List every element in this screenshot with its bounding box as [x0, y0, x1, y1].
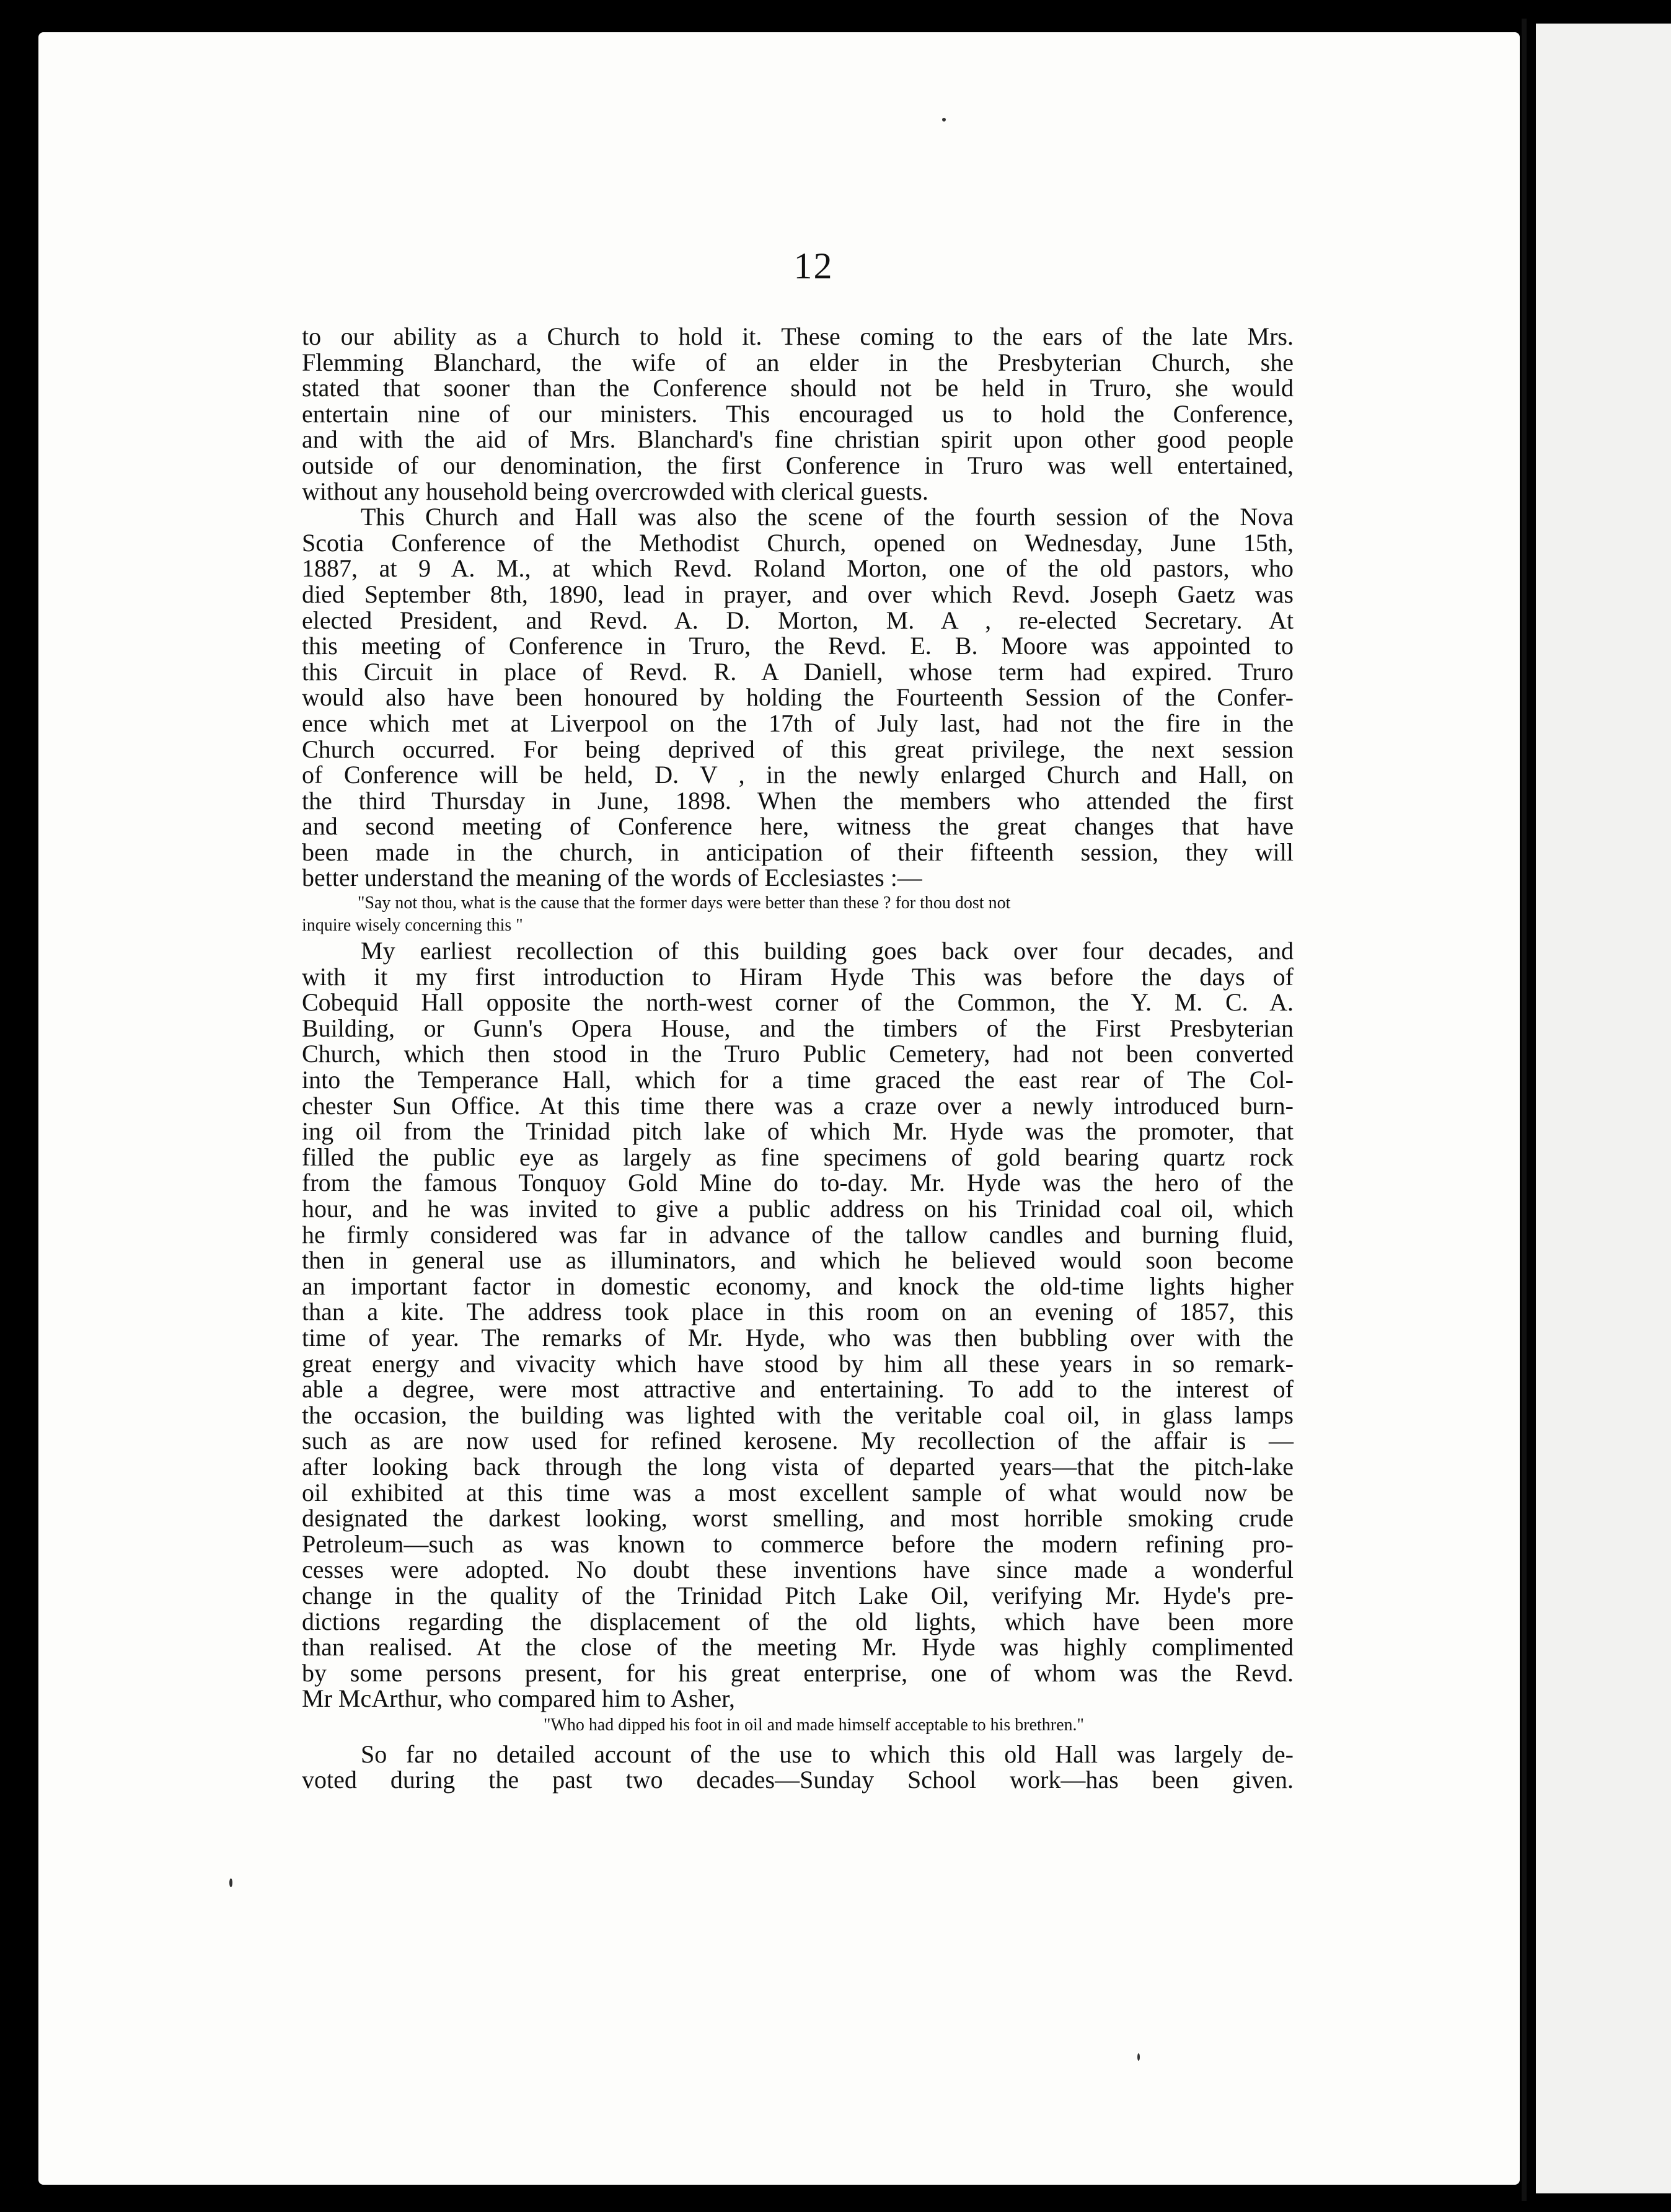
text-line: great energy and vivacity which have stood by him all these years in so remark- [302, 1349, 1294, 1378]
text-line: without any household being overcrowded with clerical guests. [302, 477, 928, 505]
text-line: the occasion, the building was lighted with the veritable coal oil, in glass lamps [302, 1400, 1294, 1429]
ink-speck [942, 118, 946, 122]
text-line: entertain nine of our ministers. This encouraged us to hold the Conference, [302, 399, 1294, 428]
text-line: after looking back through the long vista of departed years—that the pitch-lake [302, 1452, 1294, 1480]
text-line: better understand the meaning of the words of Ecclesiastes :— [302, 864, 922, 892]
text-line: an important factor in domestic economy, and knock the old-time lights higher [302, 1272, 1294, 1300]
text-line: hour, and he was invited to give a public address on his Trinidad coal oil, which [302, 1195, 1294, 1223]
text-line: he firmly considered was far in advance of the tallow candles and burning fluid, [302, 1220, 1294, 1249]
text-line: filled the public eye as largely as fine specimens of gold bearing quartz rock [302, 1143, 1294, 1171]
text-line: such as are now used for refined kerosene. My recollection of the affair is — [302, 1427, 1294, 1455]
text-line: This Church and Hall was also the scene of the fourth session of the Nova [361, 503, 1294, 531]
text-line: change in the quality of the Trinidad Pitch Lake Oil, verifying Mr. Hyde's pre- [302, 1581, 1294, 1609]
text-line: Building, or Gunn's Opera House, and the timbers of the First Presbyterian [302, 1014, 1294, 1042]
text-line: elected President, and Revd. A. D. Morton, M. A , re-elected Secretary. At [302, 606, 1294, 634]
text-line: cesses were adopted. No doubt these inventions have since made a wonderful [302, 1555, 1294, 1584]
text-line: voted during the past two decades—Sunday School work—has been given. [302, 1766, 1294, 1794]
text-line: My earliest recollection of this building goes back over four decades, and [361, 937, 1294, 965]
text-line: 1887, at 9 A. M., at which Revd. Roland Morton, one of the old pastors, who [302, 554, 1294, 583]
text-line: Church occurred. For being deprived of this great privilege, the next session [302, 735, 1294, 763]
text-line: ing oil from the Trinidad pitch lake of which Mr. Hyde was the promoter, that [302, 1117, 1294, 1146]
text-line: dictions regarding the displacement of the old lights, which have been more [302, 1607, 1294, 1635]
text-line: and second meeting of Conference here, witness the great changes that have [302, 812, 1294, 841]
text-line: died September 8th, 1890, lead in prayer, and over which Revd. Joseph Gaetz was [302, 580, 1294, 608]
text-line: Petroleum—such as was known to commerce before the modern refining pro- [302, 1529, 1294, 1558]
text-line: stated that sooner than the Conference should not be held in Truro, she would [302, 374, 1294, 402]
text-line: this meeting of Conference in Truro, the Revd. E. B. Moore was appointed to [302, 632, 1294, 660]
text-line: by some persons present, for his great enterprise, one of whom was the Revd. [302, 1658, 1294, 1687]
text-line: designated the darkest looking, worst smelling, and most horrible smoking crude [302, 1504, 1294, 1533]
ink-speck [229, 1878, 232, 1887]
book-gutter [1522, 19, 1527, 2201]
text-line: then in general use as illuminators, and which he believed would soon become [302, 1246, 1294, 1275]
quotation-line: inquire wisely concerning this " [302, 916, 523, 936]
text-line: and with the aid of Mrs. Blanchard's fine christian spirit upon other good people [302, 425, 1294, 454]
text-line: Church, which then stood in the Truro Public Cemetery, had not been converted [302, 1040, 1294, 1068]
text-line: from the famous Tonquoy Gold Mine do to-day. Mr. Hyde was the hero of the [302, 1169, 1294, 1197]
text-line: able a degree, were most attractive and entertaining. To add to the interest of [302, 1375, 1294, 1404]
text-line: than a kite. The address took place in this room on an evening of 1857, this [302, 1298, 1294, 1326]
text-line: outside of our denomination, the first Conference in Truro was well entertained, [302, 451, 1294, 479]
body-text [302, 324, 1294, 1793]
text-line: Flemming Blanchard, the wife of an elder in the Presbyterian Church, she [302, 348, 1294, 376]
text-line: into the Temperance Hall, which for a time graced the east rear of The Col- [302, 1066, 1294, 1094]
quotation-line: "Who had dipped his foot in oil and made himself acceptable to his brethren." [544, 1715, 1084, 1735]
text-line: than realised. At the close of the meeting Mr. Hyde was highly complimented [302, 1633, 1294, 1661]
text-line: would also have been honoured by holding the Fourteenth Session of the Confer- [302, 683, 1294, 712]
text-line: ence which met at Liverpool on the 17th of July last, had not the fire in the [302, 709, 1294, 737]
text-line: this Circuit in place of Revd. R. A Daniell, whose term had expired. Truro [302, 657, 1294, 686]
text-line: to our ability as a Church to hold it. These coming to the ears of the late Mrs. [302, 322, 1294, 350]
text-line: with it my first introduction to Hiram Hyde This was before the days of [302, 962, 1294, 991]
text-line: chester Sun Office. At this time there was a craze over a newly introduced burn- [302, 1091, 1294, 1120]
ink-speck [1137, 2053, 1140, 2061]
page-number: 12 [793, 246, 834, 286]
text-line: time of year. The remarks of Mr. Hyde, who was then bubbling over with the [302, 1323, 1294, 1352]
text-line: Mr McArthur, who compared him to Asher, [302, 1684, 735, 1713]
text-line: oil exhibited at this time was a most excellent sample of what would now be [302, 1478, 1294, 1506]
text-line: of Conference will be held, D. V , in the newly enlarged Church and Hall, on [302, 761, 1294, 789]
facing-page-edge [1536, 24, 1671, 2193]
text-line: So far no detailed account of the use to which this old Hall was largely de- [361, 1740, 1294, 1768]
text-line: Cobequid Hall opposite the north-west corner of the Common, the Y. M. C. A. [302, 988, 1294, 1017]
text-line: been made in the church, in anticipation of their fifteenth session, they will [302, 838, 1294, 866]
quotation-line: "Say not thou, what is the cause that the former days were better than these ? for thou dost not [358, 893, 1011, 913]
text-line: Scotia Conference of the Methodist Church, opened on Wednesday, June 15th, [302, 528, 1294, 557]
text-line: the third Thursday in June, 1898. When the members who attended the first [302, 786, 1294, 815]
